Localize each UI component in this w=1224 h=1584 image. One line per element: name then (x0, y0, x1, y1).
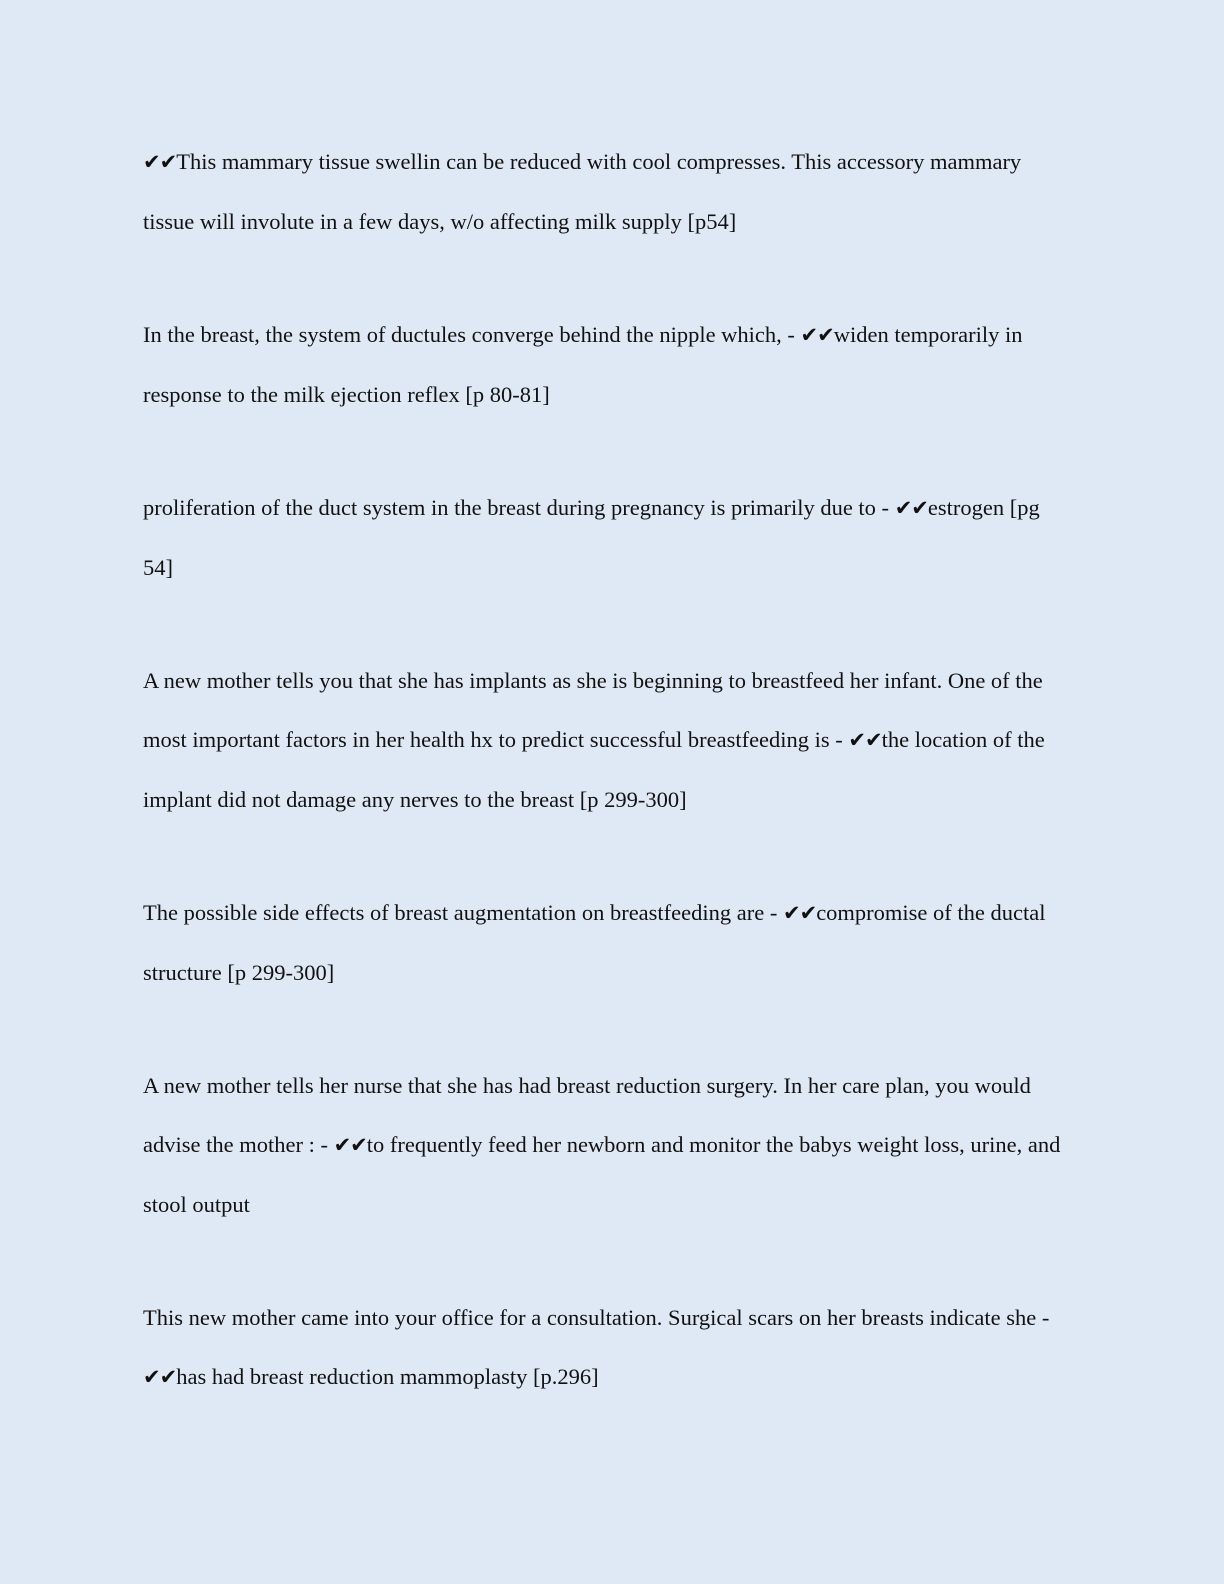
qa-paragraph (143, 883, 1073, 1002)
qa-paragraph (143, 305, 1073, 424)
qa-paragraph (143, 1288, 1073, 1407)
qa-entry (143, 1288, 1073, 1407)
qa-paragraph (143, 651, 1073, 829)
qa-entry (143, 651, 1073, 829)
question-text: The possible side effects of breast augmentation on breastfeeding are - (143, 900, 783, 925)
answer-text: estrogen [pg 54] (143, 495, 1040, 580)
question-text: A new mother tells her nurse that she has had breast reduction surgery. In her care plan, you would advise the mother : - (143, 1073, 1031, 1157)
answer-text: to frequently feed her newborn and monitor the babys weight loss, urine, and stool output (143, 1132, 1061, 1217)
document-page (143, 132, 1073, 1461)
checkmark-icon: ✔✔ (894, 496, 928, 520)
answer-text: This mammary tissue swellin can be reduced with cool compresses. This accessory mammary tissue will involute in a few days, w/o affecting milk supply [p54] (143, 149, 1022, 234)
qa-paragraph (143, 132, 1073, 251)
qa-entry (143, 478, 1073, 597)
checkmark-icon: ✔✔ (143, 150, 177, 174)
answer-text: the location of the implant did not damage any nerves to the breast [p 299-300] (143, 727, 1045, 812)
question-text: In the breast, the system of ductules converge behind the nipple which, - (143, 322, 801, 347)
qa-paragraph (143, 478, 1073, 597)
qa-entry (143, 883, 1073, 1002)
answer-text: compromise of the ductal structure [p 299-300] (143, 900, 1046, 985)
answer-text: has had breast reduction mammoplasty [p.296] (176, 1364, 599, 1389)
checkmark-icon: ✔✔ (143, 1365, 177, 1389)
question-text: This new mother came into your office for a consultation. Surgical scars on her breasts indicate she - (143, 1305, 1050, 1330)
checkmark-icon: ✔✔ (333, 1133, 367, 1157)
qa-entry (143, 132, 1073, 251)
qa-entry (143, 305, 1073, 424)
checkmark-icon: ✔✔ (848, 728, 882, 752)
question-text: proliferation of the duct system in the breast during pregnancy is primarily due to - (143, 495, 895, 520)
checkmark-icon: ✔✔ (800, 323, 834, 347)
qa-entry (143, 1056, 1073, 1234)
checkmark-icon: ✔✔ (782, 901, 817, 925)
answer-text: widen temporarily in response to the milk ejection reflex [p 80-81] (143, 322, 1023, 407)
question-text: A new mother tells you that she has implants as she is beginning to breastfeed her infant. One of the most important factors in her health hx to predict successful breastfeeding is - (143, 668, 1043, 752)
qa-paragraph (143, 1056, 1073, 1234)
